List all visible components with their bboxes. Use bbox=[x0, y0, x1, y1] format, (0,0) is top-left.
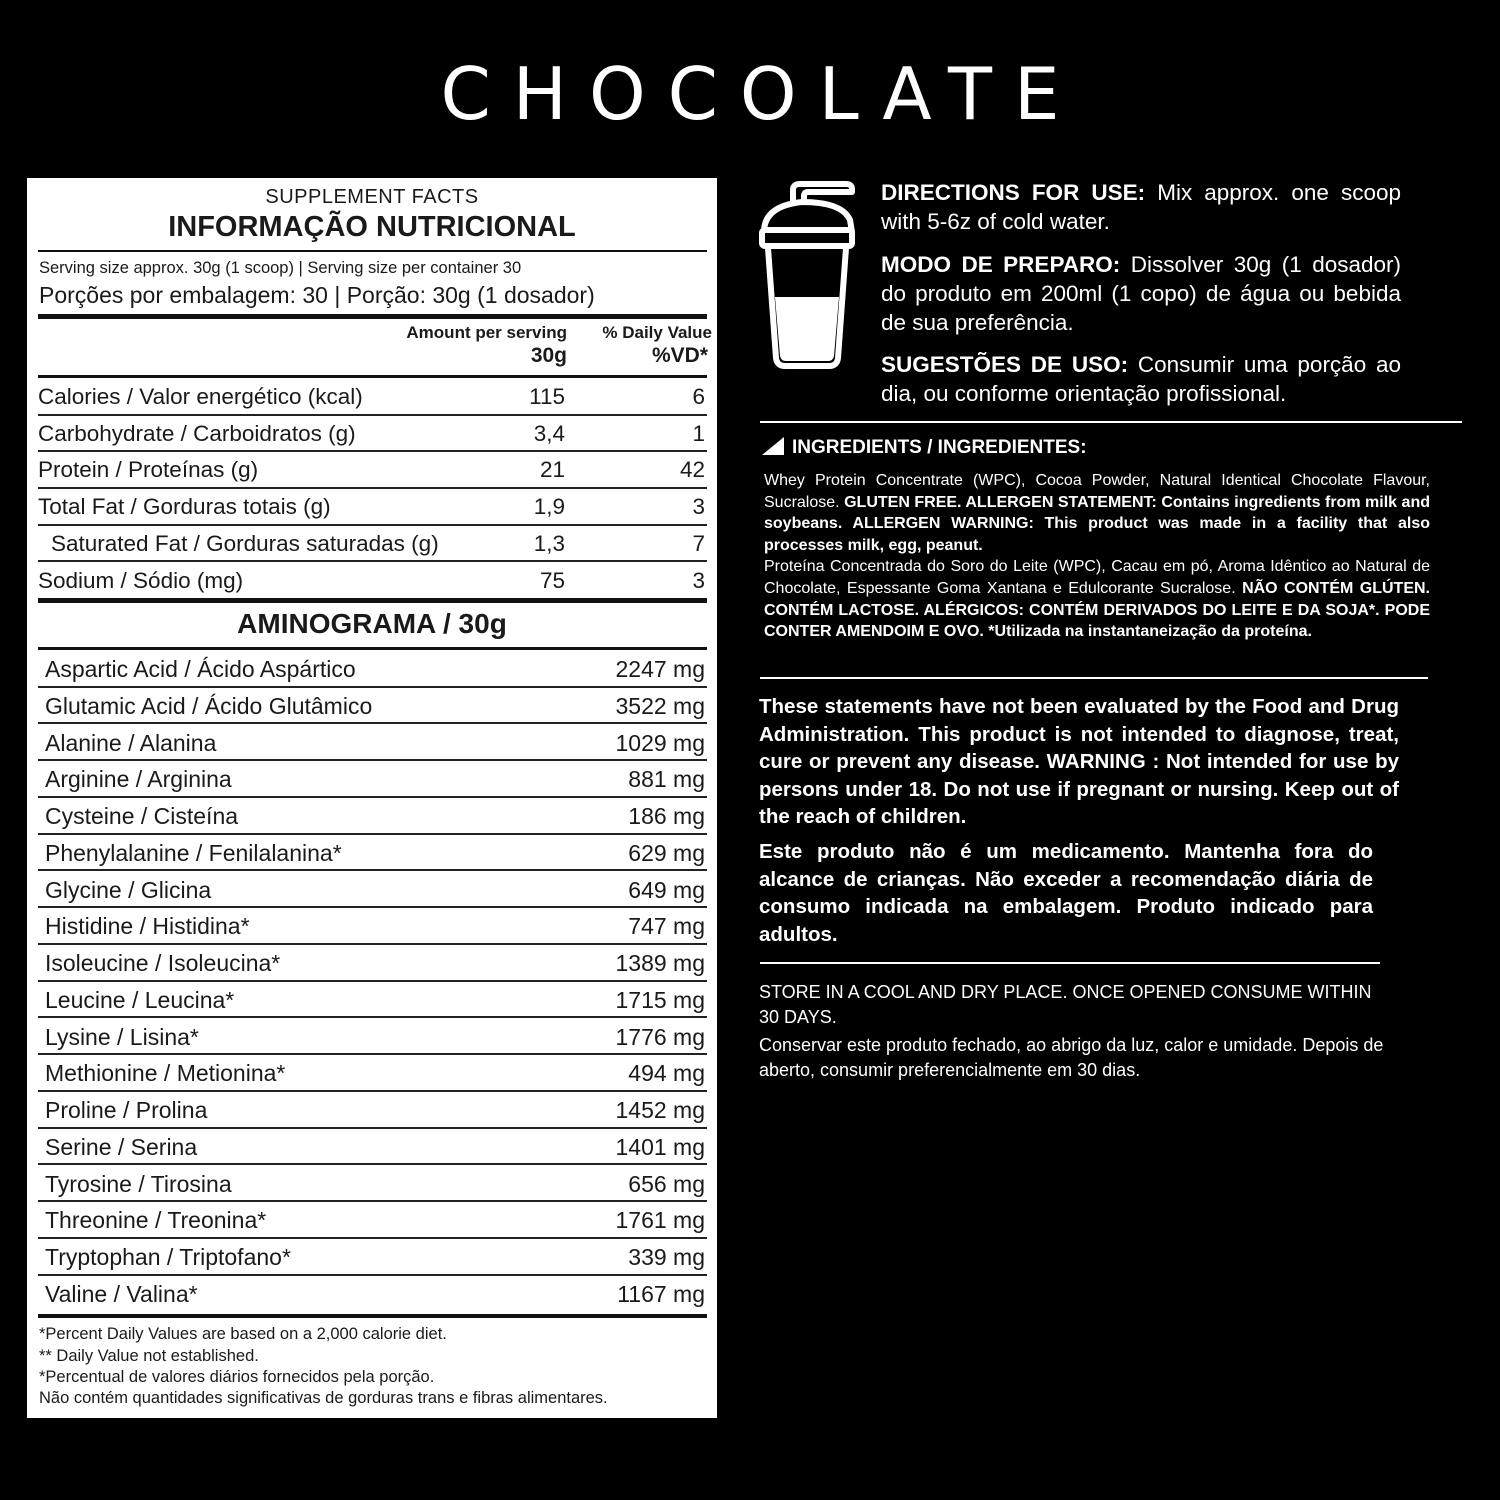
nutrient-row bbox=[38, 416, 707, 453]
nutrient-amount: 1,3 bbox=[533, 530, 565, 556]
serving-size-pt: Porções por embalagem: 30 | Porção: 30g (1 dosador) bbox=[39, 282, 595, 308]
amino-value: 1715 mg bbox=[615, 986, 705, 1013]
amino-row bbox=[38, 872, 707, 909]
shaker-bottle-icon bbox=[758, 180, 858, 372]
amino-label: Threonine / Treonina* bbox=[45, 1207, 267, 1234]
allergen-statement-pt: NÃO CONTÉM GLÚTEN. CONTÉM LACTOSE. ALÉRGICOS: CONTÉM DERIVADOS DO LEITE E DA SOJA*. PODE CONTER AMENDOIM E OVO. *Utilizada na instantaneização da proteína. bbox=[764, 579, 1430, 641]
amino-label: Valine / Valina* bbox=[45, 1280, 198, 1307]
amino-row bbox=[38, 725, 707, 762]
amino-value: 1452 mg bbox=[615, 1097, 705, 1123]
amino-row bbox=[38, 1092, 707, 1129]
nutrient-row bbox=[38, 489, 707, 526]
amino-row bbox=[38, 1239, 707, 1276]
serving-size-en: Serving size approx. 30g (1 scoop) | Serving size per container 30 bbox=[39, 259, 522, 277]
nutrient-row bbox=[38, 452, 707, 489]
nutrient-amount: 115 bbox=[529, 384, 565, 409]
divider bbox=[760, 677, 1428, 679]
amino-row bbox=[38, 1019, 707, 1056]
amino-row bbox=[38, 761, 707, 798]
amino-value: 3522 mg bbox=[615, 692, 705, 719]
nutrient-daily-value: 7 bbox=[692, 530, 705, 556]
storage-en: STORE IN A COOL AND DRY PLACE. ONCE OPENED CONSUME WITHIN 30 DAYS. bbox=[759, 982, 1372, 1027]
amino-row bbox=[38, 835, 707, 872]
amino-value: 2247 mg bbox=[615, 656, 705, 682]
amino-value: 1167 mg bbox=[617, 1280, 705, 1307]
usage-suggestion-text: Consumir uma porção ao dia, ou conforme orientação profissional. bbox=[881, 352, 1402, 406]
divider bbox=[38, 375, 707, 378]
amino-label: Tyrosine / Tirosina bbox=[45, 1170, 232, 1197]
nutrient-daily-value: 1 bbox=[692, 420, 705, 446]
ingredients-en: Whey Protein Concentrate (WPC), Cocoa Powder, Natural Identical Chocolate Flavour, Sucralose. bbox=[764, 472, 1430, 511]
directions-pt bbox=[881, 250, 1401, 337]
daily-value-header: % Daily Value bbox=[602, 323, 712, 342]
amino-value: 186 mg bbox=[628, 803, 705, 829]
nutrient-label: Protein / Proteínas (g) bbox=[38, 457, 259, 483]
nutrient-daily-value: 42 bbox=[679, 457, 705, 483]
nutrition-info-heading: INFORMAÇÃO NUTRICIONAL bbox=[168, 211, 576, 243]
amino-label: Histidine / Histidina* bbox=[45, 913, 250, 940]
amino-label: Isoleucine / Isoleucina* bbox=[45, 950, 281, 976]
nutrient-amount: 75 bbox=[539, 567, 565, 593]
amino-row bbox=[38, 651, 707, 688]
amino-value: 629 mg bbox=[628, 839, 705, 866]
daily-value-unit: %VD* bbox=[651, 344, 708, 367]
nutrient-row bbox=[38, 563, 707, 600]
amino-value: 494 mg bbox=[628, 1060, 705, 1087]
amino-row bbox=[38, 688, 707, 725]
nutrition-facts-panel bbox=[27, 178, 717, 1418]
directions-en bbox=[881, 178, 1401, 236]
page-title: CHOCOLATE bbox=[440, 52, 1082, 136]
usage-suggestion bbox=[881, 350, 1401, 408]
divider bbox=[760, 421, 1462, 423]
supplement-facts-heading: SUPPLEMENT FACTS bbox=[265, 186, 479, 208]
amino-label: Lysine / Lisina* bbox=[45, 1023, 199, 1050]
amino-label: Cysteine / Cisteína bbox=[45, 803, 239, 829]
nutrient-daily-value: 3 bbox=[692, 494, 705, 520]
amino-label: Glycine / Glicina bbox=[45, 876, 212, 903]
nutrient-row bbox=[38, 526, 707, 563]
amino-row bbox=[38, 1055, 707, 1092]
amino-row bbox=[38, 945, 707, 982]
amino-row bbox=[38, 1202, 707, 1239]
directions-en-label: DIRECTIONS FOR USE: bbox=[881, 180, 1146, 205]
amino-value: 649 mg bbox=[628, 876, 705, 903]
nutrient-daily-value: 6 bbox=[692, 384, 705, 409]
amino-value: 1761 mg bbox=[615, 1207, 705, 1234]
footnote: *Percent Daily Values are based on a 2,000 calorie diet. bbox=[39, 1325, 447, 1343]
amino-value: 1776 mg bbox=[615, 1023, 705, 1050]
divider bbox=[38, 647, 707, 650]
divider bbox=[760, 962, 1380, 964]
amino-value: 1401 mg bbox=[615, 1133, 705, 1160]
amino-label: Leucine / Leucina* bbox=[45, 986, 235, 1013]
footnote: *Percentual de valores diários fornecidos pela porção. bbox=[39, 1368, 435, 1386]
nutrient-label: Carbohydrate / Carboidratos (g) bbox=[38, 420, 356, 446]
amino-row bbox=[38, 1276, 707, 1313]
directions-en-text: Mix approx. one scoop with 5-6z of cold water. bbox=[881, 180, 1402, 234]
warning-pt: Este produto não é um medicamento. Mantenha fora do alcance de crianças. Não exceder a recomendação diária de consumo indicada na embalagem. Produto indicado para adultos. bbox=[759, 840, 1373, 946]
amino-row bbox=[38, 908, 707, 945]
nutrient-amount: 21 bbox=[539, 457, 565, 483]
amino-value: 881 mg bbox=[628, 766, 705, 793]
ingredients-heading bbox=[762, 437, 1087, 459]
ingredients-pt: Proteína Concentrada do Soro do Leite (WPC), Cacau em pó, Aroma Idêntico ao Natural de Chocolate, Espessante Goma Xantana e Edulcorante Sucralose. bbox=[764, 558, 1430, 597]
triangle-icon bbox=[762, 437, 784, 455]
aminogram-heading: AMINOGRAMA / 30g bbox=[237, 608, 507, 639]
nutrient-row bbox=[38, 379, 707, 416]
amino-value: 1029 mg bbox=[615, 729, 705, 756]
amino-value: 339 mg bbox=[628, 1244, 705, 1270]
amino-row bbox=[38, 1129, 707, 1166]
nutrient-amount: 3,4 bbox=[533, 420, 565, 446]
nutrient-daily-value: 3 bbox=[692, 567, 705, 593]
usage-suggestion-label: SUGESTÕES DE USO: bbox=[881, 352, 1129, 377]
amino-value: 747 mg bbox=[628, 913, 705, 940]
amount-unit: 30g bbox=[530, 344, 567, 367]
nutrient-label: Sodium / Sódio (mg) bbox=[38, 567, 244, 593]
amino-row bbox=[38, 982, 707, 1019]
amino-label: Tryptophan / Triptofano* bbox=[45, 1244, 291, 1270]
nutrient-label: Total Fat / Gorduras totais (g) bbox=[38, 494, 331, 520]
footnote: Não contém quantidades significativas de gorduras trans e fibras alimentares. bbox=[39, 1389, 608, 1407]
footnote: ** Daily Value not established. bbox=[39, 1347, 259, 1365]
thick-divider bbox=[38, 314, 707, 319]
amino-value: 1389 mg bbox=[615, 950, 705, 976]
ingredients-text bbox=[764, 470, 1430, 643]
amino-label: Aspartic Acid / Ácido Aspártico bbox=[45, 656, 356, 682]
divider bbox=[38, 250, 707, 252]
amino-value: 656 mg bbox=[628, 1170, 705, 1197]
directions-pt-label: MODO DE PREPARO: bbox=[881, 252, 1121, 277]
amino-label: Serine / Serina bbox=[45, 1133, 198, 1160]
amino-row bbox=[38, 798, 707, 835]
thick-divider bbox=[38, 1314, 707, 1318]
amount-header: Amount per serving bbox=[406, 323, 567, 342]
thick-divider bbox=[38, 598, 707, 603]
nutrient-label: Calories / Valor energético (kcal) bbox=[38, 384, 363, 409]
amino-label: Phenylalanine / Fenilalanina* bbox=[45, 839, 342, 866]
amino-row bbox=[38, 1166, 707, 1203]
nutrient-label: Saturated Fat / Gorduras saturadas (g) bbox=[51, 530, 439, 556]
nutrient-amount: 1,9 bbox=[533, 494, 565, 520]
directions-pt-text: Dissolver 30g (1 dosador) do produto em 200ml (1 copo) de água ou bebida de sua preferência. bbox=[881, 252, 1401, 335]
allergen-statement-en: GLUTEN FREE. ALLERGEN STATEMENT: Contains ingredients from milk and soybeans. ALLERGEN WARNING: This product was made in a facility that also processes milk, egg, peanut. bbox=[764, 493, 1430, 554]
amino-label: Alanine / Alanina bbox=[45, 729, 217, 756]
storage-pt: Conservar este produto fechado, ao abrigo da luz, calor e umidade. Depois de aberto, consumir preferencialmente em 30 dias. bbox=[759, 1035, 1384, 1080]
ingredients-title: INGREDIENTS / INGREDIENTES: bbox=[792, 437, 1087, 458]
amino-label: Glutamic Acid / Ácido Glutâmico bbox=[45, 692, 373, 719]
amino-label: Arginine / Arginina bbox=[45, 766, 232, 793]
amino-label: Methionine / Metionina* bbox=[45, 1060, 286, 1087]
amino-label: Proline / Prolina bbox=[45, 1097, 208, 1123]
fda-warning-en: These statements have not been evaluated by the Food and Drug Administration. This product is not intended to diagnose, treat, cure or prevent any disease. WARNING : Not intended for use by persons under 18. Do not use if pregnant or nursing. Keep out of the reach of children. bbox=[759, 695, 1399, 828]
